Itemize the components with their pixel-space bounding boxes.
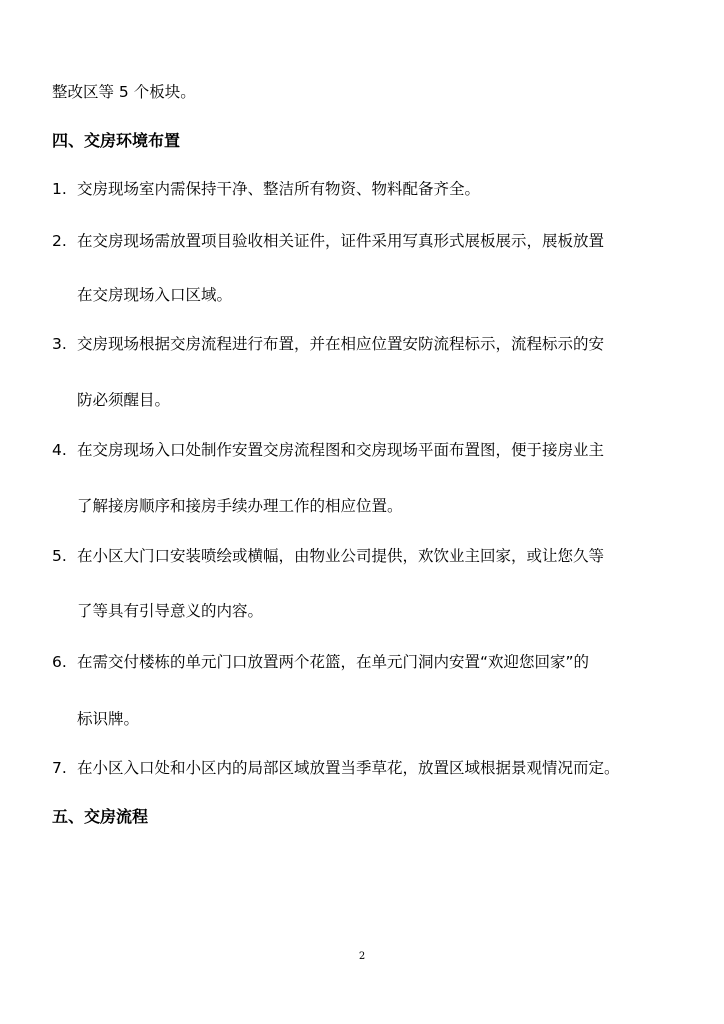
list-item-7 [52, 758, 620, 778]
list-item-text: 在交房现场入口处制作安置交房流程图和交房现场平面布置图，便于接房业主 [77, 441, 605, 459]
list-item-text: 在交房现场需放置项目验收相关证件，证件采用写真形式展板展示，展板放置 [77, 232, 605, 250]
list-item-2-continuation: 在交房现场入口区域。 [77, 286, 233, 304]
list-item-4 [52, 440, 604, 460]
list-item-3 [52, 334, 604, 354]
list-item-number: 2. [52, 232, 67, 250]
list-item-text: 交房现场室内需保持干净、整洁所有物资、物料配备齐全。 [77, 180, 481, 198]
list-item-5 [52, 546, 604, 566]
intro-tail-text: 整改区等 5 个板块。 [52, 83, 196, 101]
list-item-6-continuation: 标识牌。 [77, 710, 140, 728]
page-number: 2 [358, 951, 366, 962]
list-item-4-continuation: 了解接房顺序和接房手续办理工作的相应位置。 [77, 497, 403, 515]
list-item-text: 在小区大门口安装喷绘或横幅，由物业公司提供，欢饮业主回家，或让您久等 [77, 547, 605, 565]
list-item-6 [52, 652, 589, 672]
list-item-number: 5. [52, 547, 67, 565]
list-item-number: 4. [52, 441, 67, 459]
list-item-5-continuation: 了等具有引导意义的内容。 [77, 602, 264, 620]
list-item-number: 7. [52, 759, 67, 777]
list-item-number: 3. [52, 335, 67, 353]
list-item-1 [52, 179, 480, 199]
list-item-text: 交房现场根据交房流程进行布置，并在相应位置安防流程标示，流程标示的安 [77, 335, 605, 353]
list-item-text: 在小区入口处和小区内的局部区域放置当季草花，放置区域根据景观情况而定。 [77, 759, 620, 777]
list-item-2 [52, 231, 604, 251]
section-5-heading: 五、交房流程 [52, 807, 149, 826]
list-item-3-continuation: 防必须醒目。 [77, 391, 171, 409]
list-item-number: 6. [52, 653, 67, 671]
list-item-text: 在需交付楼栋的单元门口放置两个花篮，在单元门洞内安置“欢迎您回家”的 [77, 653, 590, 671]
section-4-heading: 四、交房环境布置 [52, 131, 181, 150]
list-item-number: 1. [52, 180, 67, 198]
